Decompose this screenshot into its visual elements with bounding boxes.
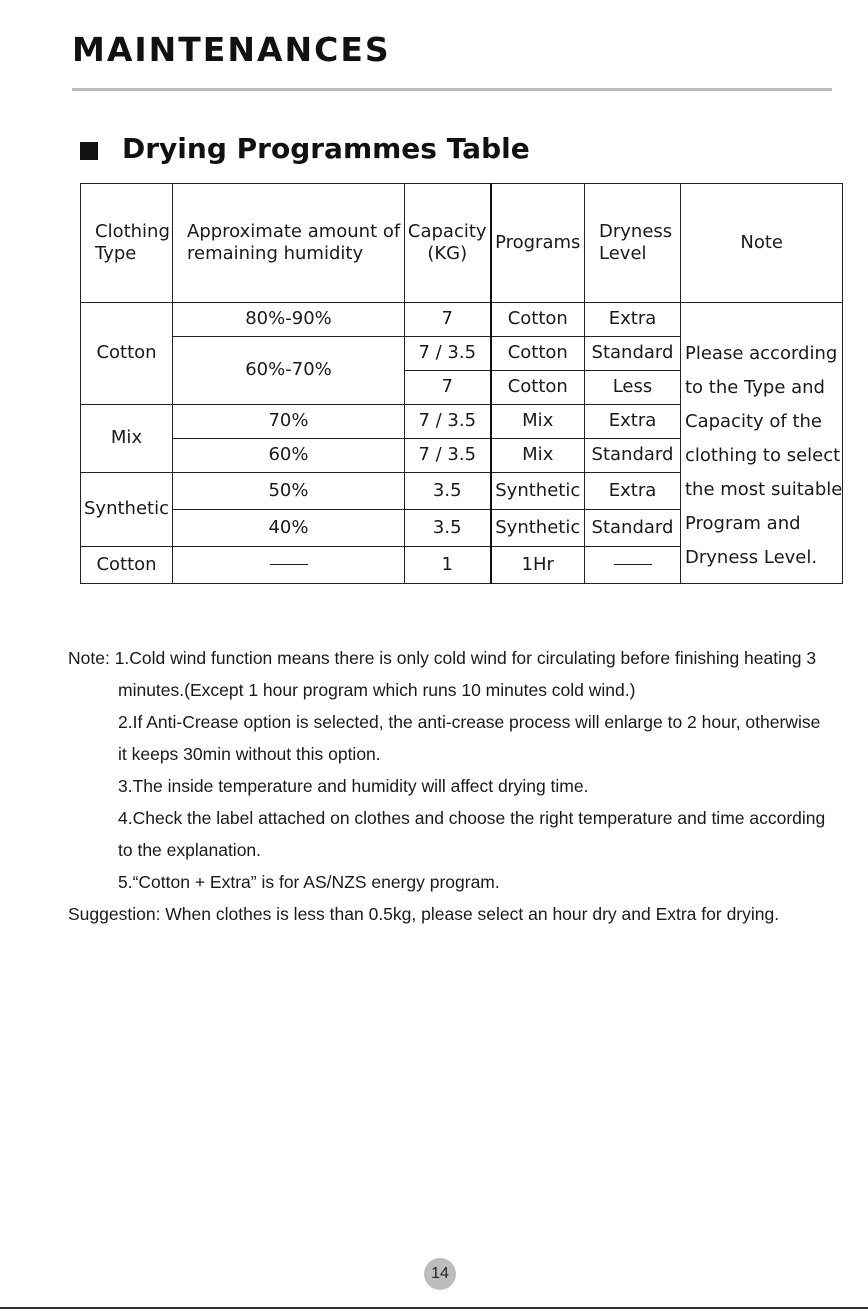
cell-capacity: 3.5 — [405, 473, 491, 510]
header-humidity: Approximate amount of remaining humidity — [173, 184, 405, 303]
cell-humidity: 50% — [173, 473, 405, 510]
cell-capacity: 7 / 3.5 — [405, 405, 491, 439]
cell-humidity: 80%-90% — [173, 303, 405, 337]
header-note: Note — [681, 184, 843, 303]
note-line: minutes.(Except 1 hour program which runs 10 minutes cold wind.) — [118, 680, 636, 700]
page-title: MAINTENANCES — [72, 30, 391, 69]
cell-capacity: 7 / 3.5 — [405, 439, 491, 473]
bottom-divider — [0, 1307, 868, 1309]
cell-program: Cotton — [491, 371, 585, 405]
cell-program: Synthetic — [491, 510, 585, 547]
cell-program: Cotton — [491, 303, 585, 337]
cell-capacity: 1 — [405, 547, 491, 584]
group-mix: Mix — [81, 405, 173, 473]
cell-program: 1Hr — [491, 547, 585, 584]
section-title: Drying Programmes Table — [122, 132, 530, 165]
note-line: 2.If Anti-Crease option is selected, the anti-crease process will enlarge to 2 hour, otherwise — [118, 712, 821, 732]
cell-capacity: 7 — [405, 371, 491, 405]
cell-dryness: Extra — [585, 303, 681, 337]
section-heading — [80, 132, 530, 165]
notes-section — [68, 642, 858, 930]
cell-humidity-dash — [173, 547, 405, 584]
note-line: Note: 1.Cold wind function means there is only cold wind for circulating before finishing heating 3 — [68, 648, 817, 668]
suggestion-line: Suggestion: When clothes is less than 0.5kg, please select an hour dry and Extra for drying. — [68, 904, 780, 924]
note-line: 4.Check the label attached on clothes and choose the right temperature and time according — [118, 808, 826, 828]
cell-capacity: 7 / 3.5 — [405, 337, 491, 371]
dash-mark — [614, 564, 652, 565]
cell-program: Synthetic — [491, 473, 585, 510]
header-programs: Programs — [491, 184, 585, 303]
note-line: to the explanation. — [118, 840, 262, 860]
cell-dryness: Less — [585, 371, 681, 405]
cell-program: Cotton — [491, 337, 585, 371]
header-capacity: Capacity (KG) — [405, 184, 491, 303]
cell-capacity: 3.5 — [405, 510, 491, 547]
cell-humidity: 60%-70% — [173, 337, 405, 405]
group-synthetic: Synthetic — [81, 473, 173, 547]
cell-humidity: 40% — [173, 510, 405, 547]
note-cell: Please according to the Type and Capacity of the clothing to select the most suitable Program and Dryness Level. — [681, 303, 843, 584]
cell-dryness: Standard — [585, 337, 681, 371]
cell-program: Mix — [491, 405, 585, 439]
cell-dryness: Standard — [585, 510, 681, 547]
square-bullet-icon — [80, 142, 98, 160]
header-divider — [72, 88, 832, 91]
header-clothing-type: Clothing Type — [81, 184, 173, 303]
table-row — [81, 303, 843, 337]
table-header-row — [81, 184, 843, 303]
drying-programmes-table — [80, 183, 843, 584]
cell-program: Mix — [491, 439, 585, 473]
cell-dryness: Standard — [585, 439, 681, 473]
note-line: 5.“Cotton + Extra” is for AS/NZS energy program. — [118, 872, 500, 892]
page-number-badge: 14 — [424, 1258, 456, 1290]
cell-dryness: Extra — [585, 473, 681, 510]
group-cotton: Cotton — [81, 303, 173, 405]
cell-humidity: 60% — [173, 439, 405, 473]
cell-dryness-dash — [585, 547, 681, 584]
dash-mark — [270, 564, 308, 565]
header-dryness-level: Dryness Level — [585, 184, 681, 303]
group-cotton-hour: Cotton — [81, 547, 173, 584]
note-line: 3.The inside temperature and humidity will affect drying time. — [118, 776, 589, 796]
cell-dryness: Extra — [585, 405, 681, 439]
cell-capacity: 7 — [405, 303, 491, 337]
cell-humidity: 70% — [173, 405, 405, 439]
drying-programmes-table-wrap — [80, 183, 843, 584]
note-line: it keeps 30min without this option. — [118, 744, 381, 764]
